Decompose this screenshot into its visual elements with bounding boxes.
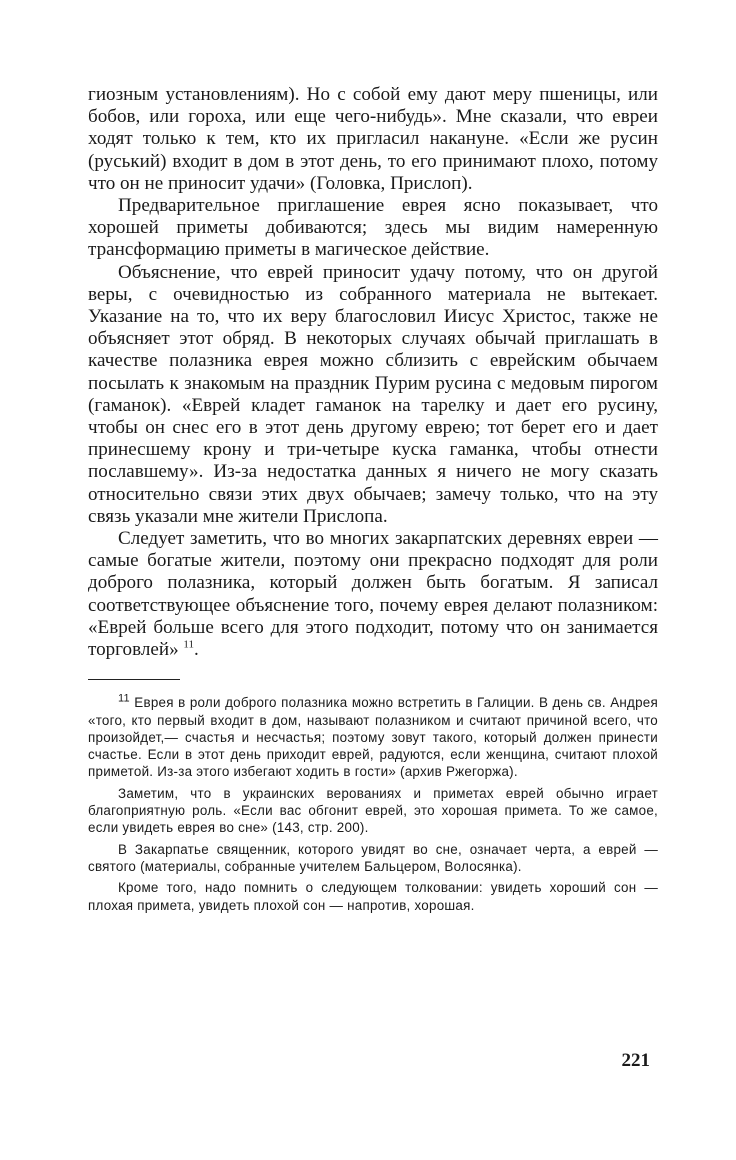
footnote-divider [88,679,180,680]
paragraph-2: Предварительное приглашение еврея ясно показывает, что хорошей приметы добиваются; здесь мы видим намеренную трансформацию приметы в магическое действие. [88,195,658,261]
footnote-mark: 11 [118,692,130,705]
paragraph-1: гиозным установлениям). Но с собой ему дают меру пшеницы, или бобов, или гороха, или еще чего-нибудь». Мне сказали, что евреи ходят только к тем, кто их пригласил накануне. «Если же русин (руський) входит в дом в этот день, то его принимают плохо, потому что он не приносит удачи» (Головка, Прислоп). [88,84,658,194]
paragraph-4-end: . [194,639,199,661]
paragraph-4-text: Следует заметить, что во многих закарпатских деревнях евреи — самые богатые жители, поэтому они прекрасно подходят для роли доброго полазника, который должен быть богатым. Я записал соответствующее объяснение того, почему еврея делают полазником: «Еврей больше всего для этого подходит, потому что он занимается торговлей» [88,528,658,661]
footnote-2: Заметим, что в украинских верованиях и приметах еврей обычно играет благоприятную роль. «Если вас обгонит еврей, это хорошая примета. То же самое, если увидеть еврея во сне» (143, стр. 200). [88,785,658,836]
footnote-1 [88,694,658,780]
footnote-4: Кроме того, надо помнить о следующем толковании: увидеть хороший сон — плохая примета, увидеть плохой сон — напротив, хорошая. [88,880,658,913]
footnote-ref: 11 [183,638,194,651]
footnote-1-text: Еврея в роли доброго полазника можно встретить в Галиции. В день св. Андрея «того, кто первый входит в дом, называют полазником и считают причиной всего, что произойдет,— счастья и несчастья; поэтому зовут такого, который должен принести счастье. Если в этот день приходит еврей, радуются, если женщина, считают плохой приметой. Из-за этого избегают ходить в гости» (архив Ржегоржа). [88,695,658,780]
footnote-3: В Закарпатье священник, которого увидят во сне, означает черта, а еврей — святого (материалы, собранные учителем Бальцером, Волосянка). [88,841,658,874]
footnotes [88,694,658,914]
page [88,84,658,914]
page-number: 221 [621,1050,650,1071]
paragraph-3: Объяснение, что еврей приносит удачу потому, что он другой веры, с очевидностью из собранного материала не вытекает. Указание на то, что их веру благословил Иисус Христос, также не объясняет этот обряд. В некоторых случаях обычай приглашать в качестве полазника еврея можно сблизить с еврейским обычаем посылать к знакомым на праздник Пурим русина с медовым пирогом (гаманок). «Еврей кладет гаманок на тарелку и дает его русину, чтобы он снес его в этот день другому еврею; тот берет его и дает принесшему крону и три-четыре куска гаманка, чтобы отнести пославшему». Из-за недостатка данных я ничего не могу сказать относительно связи этих двух обычаев; замечу только, что на эту связь указали мне жители Прислопа. [88,261,658,527]
main-text [88,84,658,661]
paragraph-4 [88,528,658,661]
